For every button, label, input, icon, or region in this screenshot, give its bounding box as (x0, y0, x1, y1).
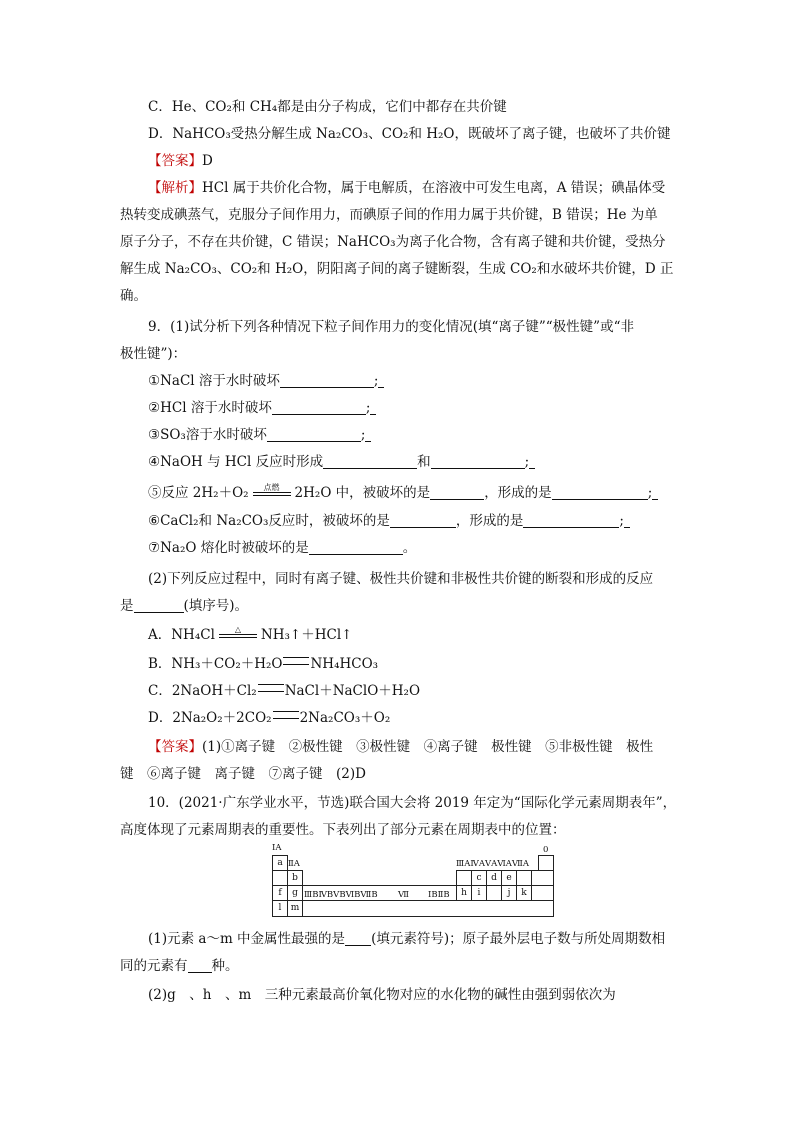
heat-condition: △ (217, 627, 259, 643)
answer-blank[interactable] (323, 454, 417, 469)
element-j: j (501, 885, 517, 901)
q9-answer-line-2: 键 ⑥离子键 离子键 ⑦离子键 (2)D (120, 766, 366, 782)
reaction-condition: 点燃 (251, 485, 293, 501)
element-b: b (287, 870, 303, 886)
q8-analysis-line-2: 热转变成碘蒸气，克服分子间作用力，而碘原子间的作用力属于共价键，B 错误；He 为单 (120, 207, 658, 223)
q9-stem-line-2: 极性键”)： (120, 346, 187, 362)
answer-blank[interactable] (431, 454, 525, 469)
answer-blank[interactable] (430, 485, 484, 500)
element-a: a (272, 855, 288, 871)
q10-part2-line-1: (2)g 、h 、m 三种元素最高价氧化物对应的水化物的碱性由强到弱依次为 (148, 987, 616, 1003)
answer-blank[interactable] (552, 485, 648, 500)
q8-answer (148, 152, 213, 170)
element-i: i (471, 885, 487, 901)
group-label-iia: ⅡA (288, 859, 300, 869)
answer-blank[interactable] (390, 513, 456, 528)
answer-blank[interactable] (309, 540, 403, 555)
q9-option-b: B．NH₃＋CO₂＋H₂O NH₄HCO₃ (148, 656, 379, 672)
element-f: f (272, 885, 288, 901)
q9-item-3: ③SO₃溶于水时破坏 ; (148, 426, 371, 444)
element-d: d (486, 870, 502, 886)
answer-tag: 【答案】 (148, 153, 202, 169)
element-k: k (516, 885, 532, 901)
q8-analysis-line-3: 原子分子，不存在共价键，C 错误；NaHCO₃为离子化合物，含有离子键和共价键，受热分 (120, 234, 666, 250)
answer-value: D (202, 153, 213, 169)
group-label-ia: ⅠA (272, 843, 282, 853)
element-e: e (501, 870, 517, 886)
q9-option-a: A．NH₄Cl △ NH₃↑＋HCl↑ (148, 625, 353, 643)
q8-option-c: C．He、CO₂和 CH₄都是由分子构成，它们中都存在共价键 (148, 99, 507, 115)
answer-blank[interactable] (280, 373, 374, 388)
q9-answer-line-1: 【答案】(1)①离子键 ②极性键 ③极性键 ④离子键 极性键 ⑤非极性键 极性 (148, 739, 654, 755)
q10-stem-line-1: 10．(2021·广东学业水平，节选)联合国大会将 2019 年定为“国际化学元素周期表年”， (148, 795, 677, 811)
element-m: m (287, 900, 303, 917)
group-label-viii: Ⅶ (398, 890, 409, 900)
q9-option-d: D．2Na₂O₂＋2CO₂ 2Na₂CO₃＋O₂ (148, 710, 391, 726)
q10-part1-line-1: (1)元素 a～m 中金属性最强的是 (填元素符号)；原子最外层电子数与所处周期数相 (148, 931, 666, 947)
answer-blank[interactable] (523, 513, 619, 528)
q8-analysis-line-1: 【解析】HCl 属于共价化合物，属于电解质，在溶液中可发生电离，A 错误；碘晶体受 (148, 180, 666, 196)
answer-blank[interactable] (345, 931, 371, 946)
answer-tag: 【答案】 (148, 739, 202, 755)
group-label-ib-iib: ⅠBⅡB (428, 890, 450, 900)
q9-item-5: ⑤反应 2H₂＋O₂ 点燃 2H₂O 中，被破坏的是 ，形成的是 ; (148, 484, 658, 502)
answer-blank[interactable] (272, 400, 366, 415)
element-g: g (287, 885, 303, 901)
group-label-main: ⅢAⅣAⅤAⅥAⅦA (456, 859, 530, 869)
q9-item-6: ⑥CaCl₂和 Na₂CO₃反应时，被破坏的是 ，形成的是 ; (148, 512, 630, 530)
q8-analysis-line-5: 确。 (120, 288, 147, 304)
periodic-table (270, 843, 556, 918)
q8-analysis-line-4: 解生成 Na₂CO₃、CO₂和 H₂O，阴阳离子间的离子键断裂，生成 CO₂和水破坏共价键，D 正 (120, 261, 674, 277)
q9-item-4: ④NaOH 与 HCl 反应时形成 和 ; (148, 453, 535, 471)
q9-part2-line-1: (2)下列反应过程中，同时有离子键、极性共价键和非极性共价键的断裂和形成的反应 (148, 571, 654, 587)
q8-option-d: D．NaHCO₃受热分解生成 Na₂CO₃、CO₂和 H₂O，既破坏了离子键，也破坏了共价键 (148, 126, 671, 142)
q9-item-2: ②HCl 溶于水时破坏 ; (148, 399, 376, 417)
q9-item-7: ⑦Na₂O 熔化时被破坏的是 。 (148, 540, 417, 556)
group-label-0: 0 (543, 845, 549, 855)
q9-stem-line-1: 9．(1)试分析下列各种情况下粒子间作用力的变化情况(填“离子键”“极性键”或“非 (148, 319, 634, 335)
analysis-tag: 【解析】 (148, 180, 202, 196)
q10-stem-line-2: 高度体现了元素周期表的重要性。下表列出了部分元素在周期表中的位置： (120, 822, 566, 838)
answer-blank[interactable] (267, 427, 361, 442)
q9-item-1: ①NaCl 溶于水时破坏 ; (148, 372, 384, 390)
answer-blank[interactable] (188, 958, 212, 973)
q9-part2-line-2: 是 (填序号)。 (120, 598, 249, 614)
element-h: h (456, 885, 472, 901)
q10-part1-line-2: 同的元素有 种。 (120, 958, 239, 974)
answer-blank[interactable] (134, 598, 184, 613)
group-label-transition: ⅢBⅣBⅤBⅥBⅦB (304, 890, 378, 900)
q9-option-c: C．2NaOH＋Cl₂ NaCl＋NaClO＋H₂O (148, 683, 421, 699)
element-c: c (471, 870, 487, 886)
element-l: l (272, 900, 288, 917)
